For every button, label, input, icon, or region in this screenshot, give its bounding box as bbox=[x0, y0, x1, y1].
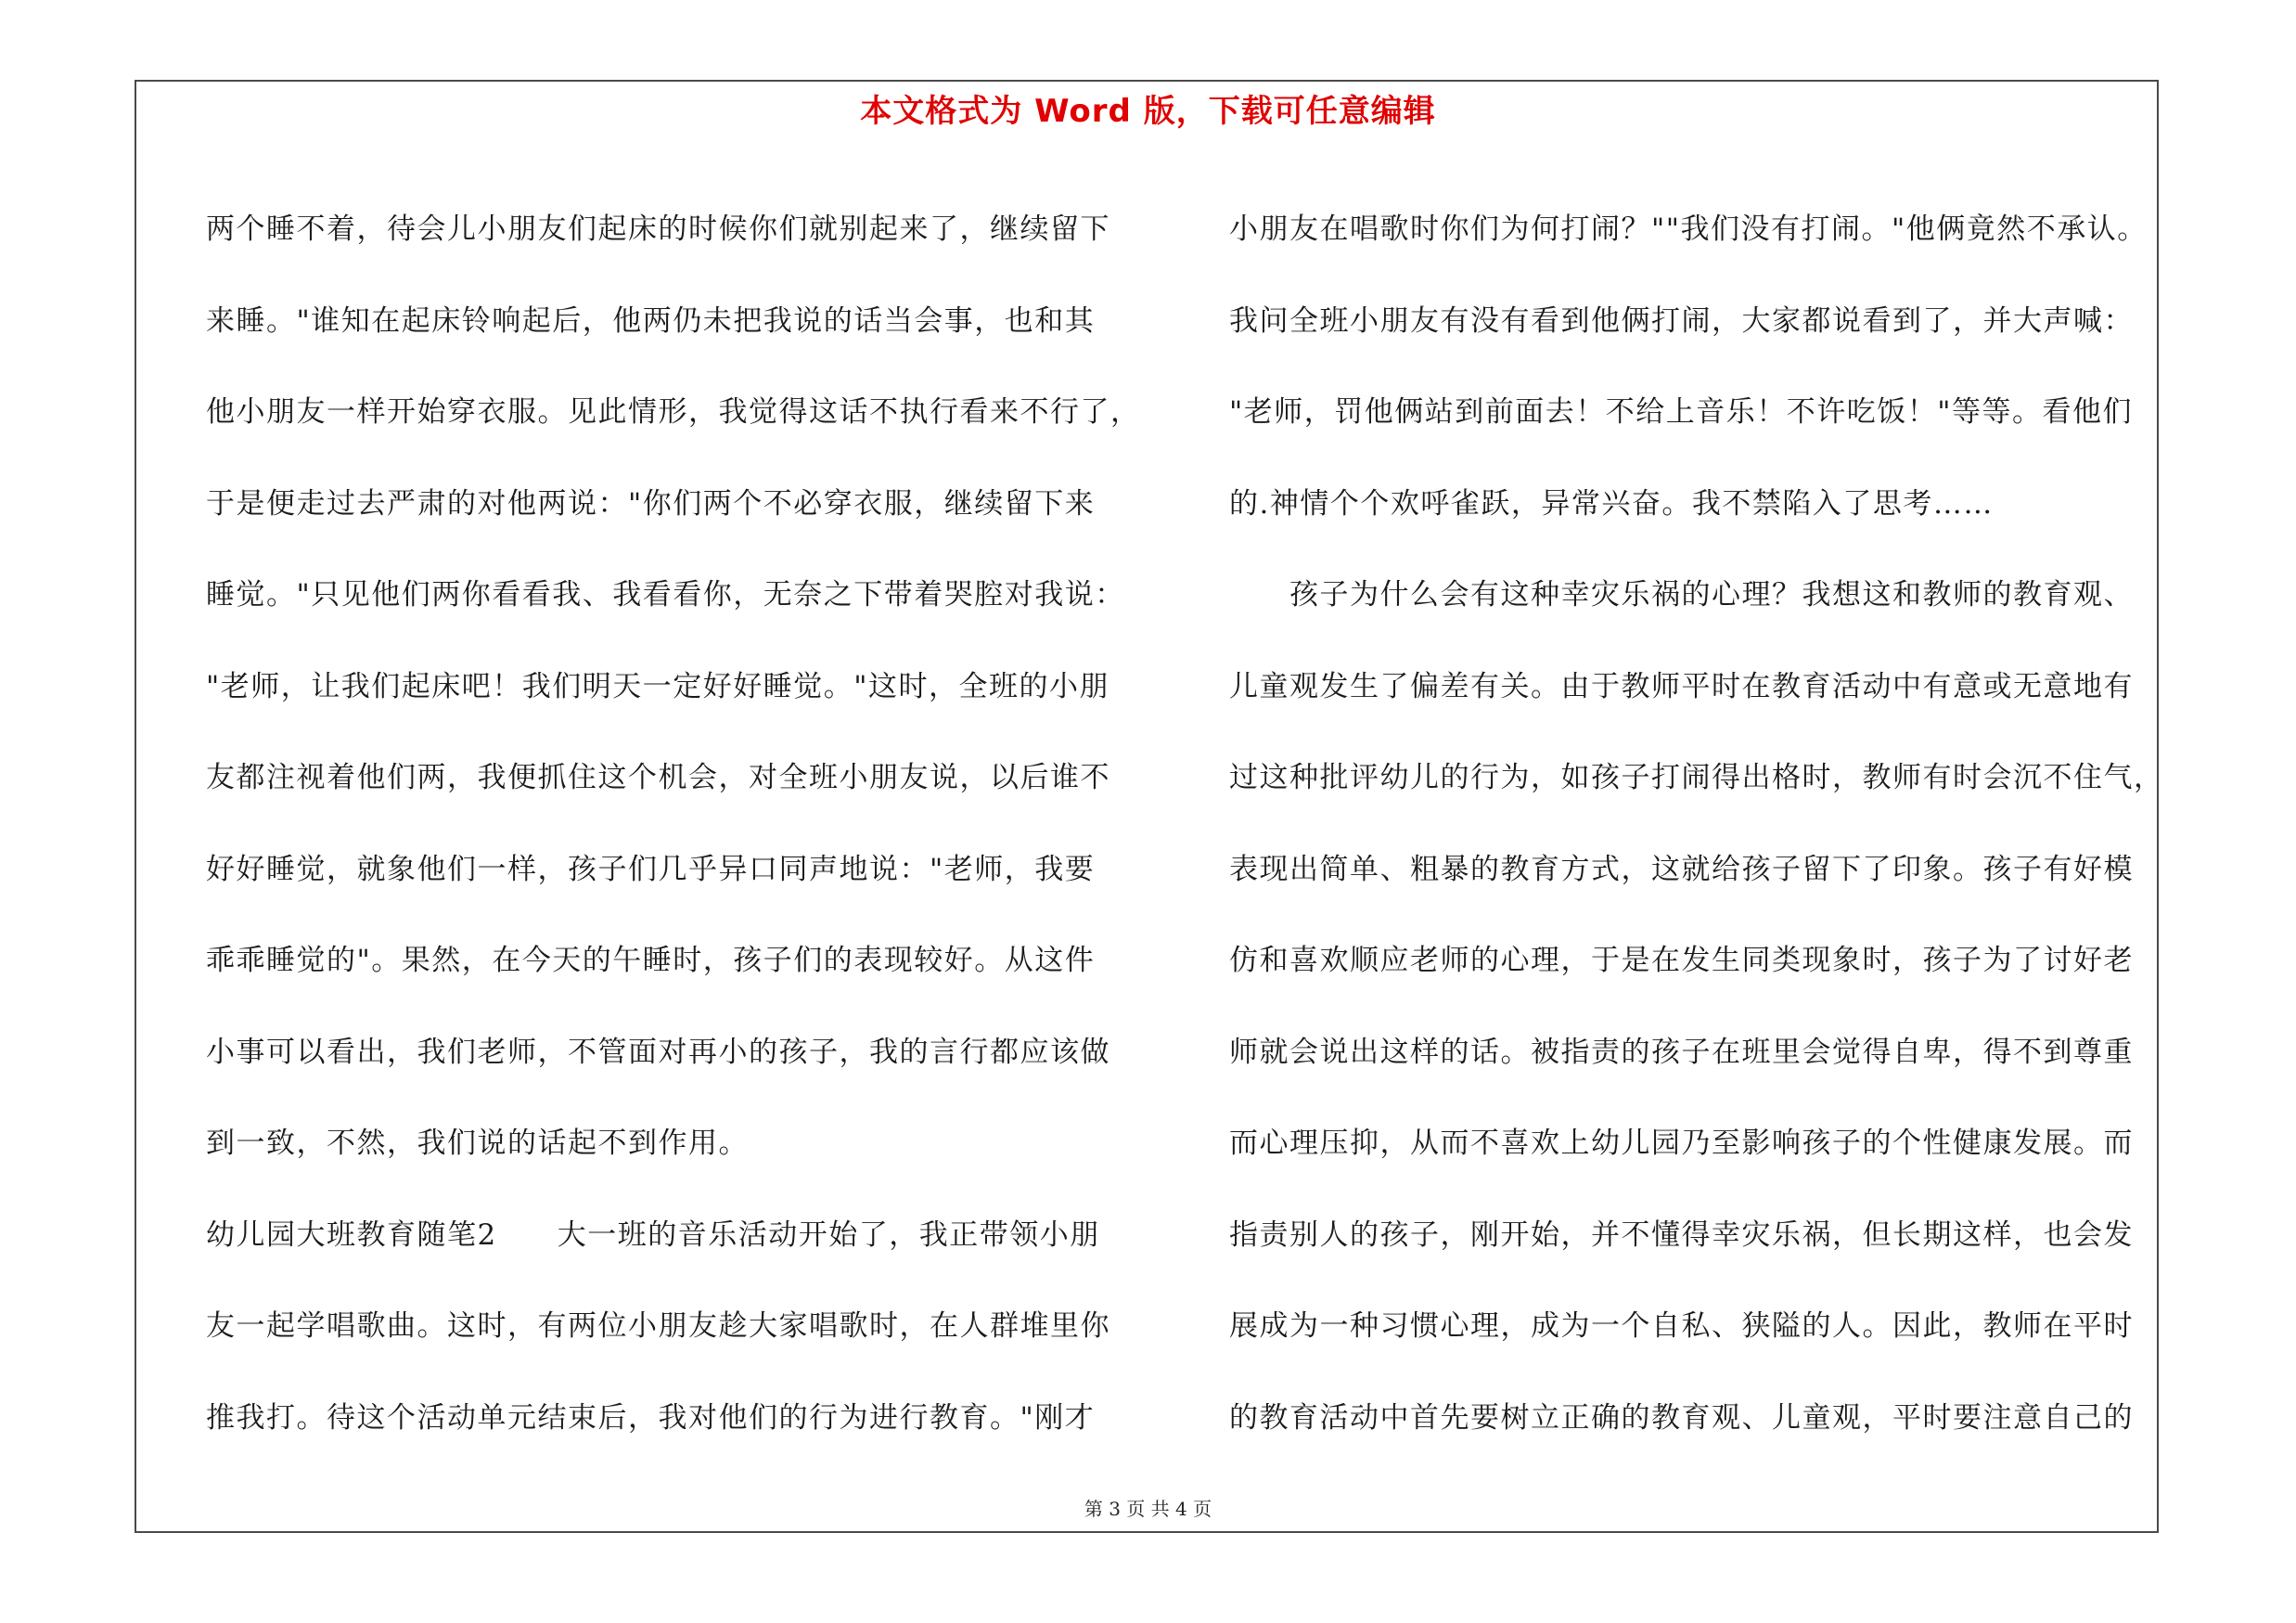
text-line: 于是便走过去严肃的对他两说："你们两个不必穿衣服，继续留下来 bbox=[206, 486, 1096, 521]
text-line: 两个睡不着，待会儿小朋友们起床的时候你们就别起来了，继续留下 bbox=[206, 213, 1110, 246]
section-heading-line: 幼儿园大班教育随笔2 大一班的音乐活动开始了，我正带领小朋 bbox=[206, 1217, 1100, 1252]
word-format-notice: 本文格式为 Word 版，下载可任意编辑 bbox=[860, 93, 1436, 130]
text-line: 好好睡觉，就象他们一样，孩子们几乎异口同声地说："老师，我要 bbox=[206, 852, 1096, 886]
text-line: "老师，让我们起床吧！我们明天一定好好睡觉。"这时，全班的小朋 bbox=[206, 669, 1110, 703]
text-line: 展成为一种习惯心理，成为一个自私、狭隘的人。因此，教师在平时 bbox=[1229, 1309, 2134, 1343]
text-line: 我问全班小朋友有没有看到他俩打闹，大家都说看到了，并大声喊： bbox=[1229, 303, 2134, 338]
text-line: 仿和喜欢顺应老师的心理，于是在发生同类现象时，孩子为了讨好老 bbox=[1229, 944, 2134, 977]
page-number: 第 3 页 共 4 页 bbox=[1084, 1498, 1212, 1520]
text-line: 表现出简单、粗暴的教育方式，这就给孩子留下了印象。孩子有好模 bbox=[1229, 852, 2134, 886]
text-line: 的.神情个个欢呼雀跃，异常兴奋。我不禁陷入了思考…… bbox=[1229, 486, 1994, 521]
text-line: 友都注视着他们两，我便抓住这个机会，对全班小朋友说，以后谁不 bbox=[206, 761, 1110, 794]
text-line: "老师，罚他俩站到前面去！不给上音乐！不许吃饭！"等等。看他们 bbox=[1229, 395, 2134, 429]
text-line: 的教育活动中首先要树立正确的教育观、儿童观，平时要注意自己的 bbox=[1229, 1400, 2134, 1435]
text-line: 友一起学唱歌曲。这时，有两位小朋友趁大家唱歌时，在人群堆里你 bbox=[206, 1309, 1110, 1343]
text-line: 来睡。"谁知在起床铃响起后，他两仍未把我说的话当会事，也和其 bbox=[206, 303, 1096, 338]
text-line: 而心理压抑，从而不喜欢上幼儿园乃至影响孩子的个性健康发展。而 bbox=[1229, 1127, 2134, 1160]
text-line: 指责别人的孩子，刚开始，并不懂得幸灾乐祸，但长期这样，也会发 bbox=[1229, 1217, 2134, 1252]
left-text-column bbox=[206, 184, 1141, 1463]
text-line: 到一致，不然，我们说的话起不到作用。 bbox=[206, 1127, 749, 1160]
text-line: 小事可以看出，我们老师，不管面对再小的孩子，我的言行都应该做 bbox=[206, 1035, 1110, 1069]
right-text-column bbox=[1229, 184, 2164, 1463]
text-line: 他小朋友一样开始穿衣服。见此情形，我觉得这话不执行看来不行了， bbox=[206, 395, 1141, 429]
text-line: 乖乖睡觉的"。果然，在今天的午睡时，孩子们的表现较好。从这件 bbox=[206, 944, 1096, 977]
text-line: 过这种批评幼儿的行为，如孩子打闹得出格时，教师有时会沉不住气， bbox=[1229, 761, 2164, 794]
text-line: 睡觉。"只见他们两你看看我、我看看你，无奈之下带着哭腔对我说： bbox=[206, 578, 1125, 612]
text-line: 师就会说出这样的话。被指责的孩子在班里会觉得自卑，得不到尊重 bbox=[1229, 1035, 2134, 1069]
text-line: 推我打。待这个活动单元结束后，我对他们的行为进行教育。"刚才 bbox=[206, 1400, 1096, 1435]
text-line: 小朋友在唱歌时你们为何打闹？""我们没有打闹。"他俩竟然不承认。 bbox=[1229, 213, 2148, 246]
text-line: 孩子为什么会有这种幸灾乐祸的心理？我想这和教师的教育观、 bbox=[1229, 578, 2134, 612]
text-line: 儿童观发生了偏差有关。由于教师平时在教育活动中有意或无意地有 bbox=[1229, 669, 2134, 703]
